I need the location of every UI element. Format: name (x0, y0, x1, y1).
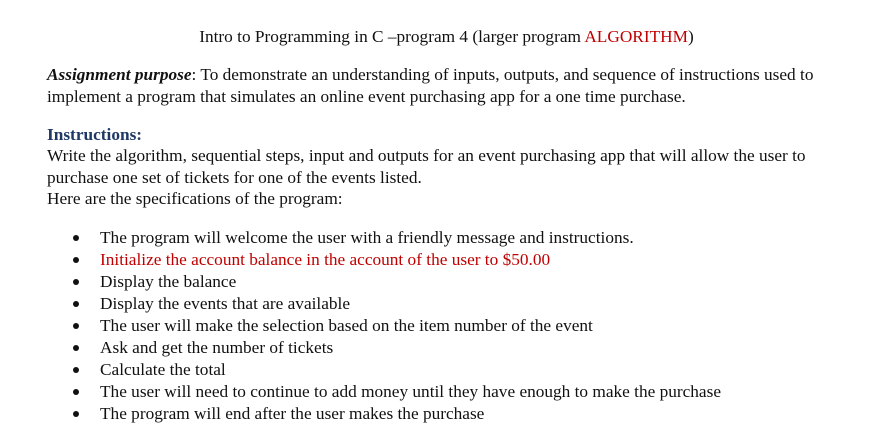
instructions-body (47, 145, 857, 210)
assignment-purpose (47, 64, 857, 107)
spec-text: Ask and get the number of tickets (100, 338, 334, 357)
spec-text: Calculate the total (100, 360, 226, 379)
bullet-icon (73, 389, 79, 395)
bullet-icon (73, 411, 79, 417)
document-title (0, 26, 893, 48)
bullet-icon (73, 235, 79, 241)
spec-text: Initialize the account balance in the account of the user to $50.00 (100, 250, 551, 269)
bullet-icon (73, 345, 79, 351)
spec-text: The user will need to continue to add money until they have enough to make the purchase (100, 382, 721, 401)
specifications-list (0, 227, 893, 425)
purpose-label: Assignment purpose (47, 65, 192, 84)
title-text: Intro to Programming in C –program 4 (larger program (199, 27, 585, 46)
instructions-heading: Instructions: (47, 125, 143, 144)
purpose-text: : To demonstrate an understanding of inputs, outputs, and sequence of instructions used to implement a program that simulates an online event purchasing app for a one time purchase. (47, 65, 814, 106)
spec-item (0, 227, 893, 249)
bullet-icon (73, 323, 79, 329)
instructions-line-1: Write the algorithm, sequential steps, input and outputs for an event purchasing app that will allow the user to purchase one set of tickets for one of the events listed. (47, 146, 806, 187)
spec-item (0, 315, 893, 337)
title-close: ) (688, 27, 694, 46)
spec-item (0, 359, 893, 381)
bullet-icon (73, 279, 79, 285)
bullet-icon (73, 301, 79, 307)
title-accent: ALGORITHM (584, 27, 688, 46)
spec-item (0, 337, 893, 359)
bullet-icon (73, 367, 79, 373)
instructions-line-2: Here are the specifications of the program: (47, 189, 343, 208)
spec-text: The user will make the selection based on the item number of the event (100, 316, 593, 335)
spec-text: Display the balance (100, 272, 237, 291)
spec-text: Display the events that are available (100, 294, 350, 313)
spec-item (0, 271, 893, 293)
spec-item (0, 249, 893, 271)
spec-text: The program will welcome the user with a friendly message and instructions. (100, 228, 634, 247)
spec-item (0, 381, 893, 403)
spec-item (0, 293, 893, 315)
spec-item (0, 403, 893, 425)
bullet-icon (73, 257, 79, 263)
spec-text: The program will end after the user makes the purchase (100, 404, 485, 423)
